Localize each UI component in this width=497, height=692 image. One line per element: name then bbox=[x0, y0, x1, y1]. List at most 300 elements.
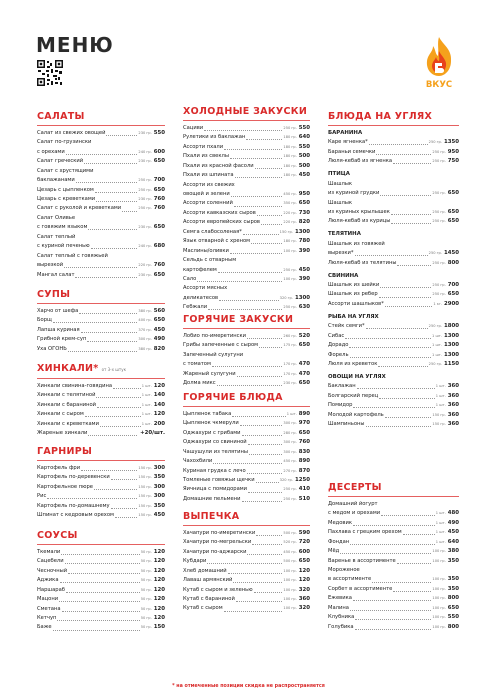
menu-item-name: Хачапури по-аджарски bbox=[183, 548, 247, 555]
dot-leader bbox=[97, 407, 141, 408]
menu-item-weight: 250 гр. bbox=[283, 487, 297, 492]
menu-item bbox=[183, 294, 310, 303]
menu-item-weight: 100 гр. bbox=[432, 605, 446, 610]
menu-item bbox=[183, 538, 310, 547]
menu-item-weight: 1 шт. bbox=[141, 421, 152, 426]
menu-item-name: Грибной крем-суп bbox=[37, 336, 87, 343]
dot-leader bbox=[366, 426, 432, 427]
dot-leader bbox=[111, 508, 138, 509]
menu-item bbox=[328, 401, 459, 410]
menu-item-price: 650 bbox=[447, 291, 459, 298]
menu-item-price: 350 bbox=[447, 585, 459, 592]
menu-item bbox=[183, 332, 310, 341]
menu-item-price: 360 bbox=[447, 392, 459, 399]
menu-item-name: с орехами bbox=[37, 148, 65, 155]
dot-leader bbox=[230, 253, 283, 254]
menu-item-name: Салат из свежих овощей bbox=[37, 129, 106, 136]
dot-leader bbox=[100, 426, 141, 427]
dot-leader bbox=[385, 417, 432, 418]
menu-item-name: Чашушули из телятины bbox=[183, 448, 249, 455]
menu-section bbox=[183, 106, 310, 313]
menu-item bbox=[37, 586, 165, 595]
menu-item-weight: 100 гр. bbox=[432, 549, 446, 554]
menu-item-name: Кетчуп bbox=[37, 615, 57, 622]
menu-item-price: 450 bbox=[298, 266, 310, 273]
dot-leader bbox=[224, 149, 282, 150]
menu-item-weight: 100 гр. bbox=[283, 276, 297, 281]
menu-item-name: в ассортименте bbox=[328, 576, 372, 583]
section-title bbox=[37, 363, 165, 376]
dot-leader bbox=[228, 573, 283, 574]
menu-item bbox=[183, 152, 310, 161]
dot-leader bbox=[213, 463, 282, 464]
menu-item-price: 820 bbox=[153, 345, 165, 352]
menu-item bbox=[37, 420, 165, 429]
menu-section bbox=[183, 511, 310, 614]
dot-leader bbox=[355, 629, 432, 630]
dot-leader bbox=[385, 306, 433, 307]
menu-item-price: 410 bbox=[298, 486, 310, 493]
menu-item-name: Голубика bbox=[328, 623, 354, 630]
menu-item-weight: 100 гр. bbox=[283, 578, 297, 583]
brand-logo-icon bbox=[421, 35, 457, 91]
menu-item-name: Дорадо bbox=[328, 342, 349, 349]
menu-section bbox=[37, 363, 165, 439]
menu-item-name: Шашлык bbox=[328, 180, 353, 187]
menu-item-price: 470 bbox=[298, 370, 310, 377]
menu-item-name: Хачапури по-имеретински bbox=[183, 529, 256, 536]
menu-item-price: 890 bbox=[298, 410, 310, 417]
menu-item bbox=[183, 218, 310, 227]
menu-item-name: Люля-кебаб из ягненка bbox=[328, 158, 393, 165]
dot-leader bbox=[61, 554, 139, 555]
menu-item-weight: 450 гр. bbox=[283, 459, 297, 464]
menu-item-name: вырезки* bbox=[328, 250, 354, 257]
dot-leader bbox=[96, 397, 140, 398]
dot-leader bbox=[345, 338, 431, 339]
dot-leader bbox=[369, 144, 428, 145]
dot-leader bbox=[53, 630, 140, 631]
menu-item-name: Пхали из красной фасоли bbox=[183, 162, 254, 169]
menu-item-price: 1300 bbox=[443, 342, 459, 349]
menu-item-name: Фондан bbox=[328, 538, 350, 545]
menu-item bbox=[183, 228, 310, 237]
menu-item-name: Салат греческий bbox=[37, 158, 84, 165]
menu-item bbox=[328, 411, 459, 420]
menu-item-weight: 250 гр. bbox=[283, 496, 297, 501]
menu-item-weight: 150 гр. bbox=[138, 465, 152, 470]
section-title bbox=[183, 392, 310, 404]
menu-item-weight: 50 гр. bbox=[140, 625, 152, 630]
menu-item bbox=[37, 335, 165, 344]
menu-item-price: 520 bbox=[298, 332, 310, 339]
menu-item bbox=[328, 547, 459, 556]
dot-leader bbox=[397, 265, 431, 266]
menu-item bbox=[183, 266, 310, 275]
menu-item-name: Хинкали с бараниной bbox=[37, 401, 97, 408]
menu-item-weight: 100 гр. bbox=[283, 248, 297, 253]
menu-section bbox=[37, 289, 165, 354]
menu-item-name: с медом и орехами bbox=[328, 510, 381, 517]
menu-item bbox=[328, 420, 459, 429]
dot-leader bbox=[366, 328, 428, 329]
menu-item bbox=[328, 341, 459, 350]
menu-item-price: 350 bbox=[153, 502, 165, 509]
menu-item bbox=[183, 476, 310, 485]
menu-item bbox=[37, 473, 165, 482]
menu-item bbox=[328, 576, 459, 585]
menu-item-name: Картофельное пюре bbox=[37, 483, 93, 490]
menu-item-weight: 100 гр. bbox=[432, 577, 446, 582]
menu-item bbox=[328, 351, 459, 360]
menu-item-name: Молодой картофель bbox=[328, 411, 384, 418]
menu-item-price: 450 bbox=[153, 326, 165, 333]
subsection-title: БАРАНИНА bbox=[328, 130, 363, 136]
menu-item bbox=[183, 529, 310, 538]
menu-item-weight: 175 гр. bbox=[283, 343, 297, 348]
menu-item bbox=[37, 148, 165, 157]
menu-item-name: Оджахури со свининой bbox=[183, 439, 247, 446]
menu-item-price: 120 bbox=[153, 596, 165, 603]
menu-item bbox=[37, 511, 165, 520]
menu-item-weight: 180 гр. bbox=[283, 163, 297, 168]
dot-leader bbox=[68, 351, 138, 352]
menu-item-price: 360 bbox=[447, 421, 459, 428]
menu-item-weight: 1 шт. bbox=[435, 520, 446, 525]
menu-item-weight: 150 гр. bbox=[138, 513, 152, 518]
menu-item-name: Шашлык из говяжей bbox=[328, 240, 385, 247]
menu-item-name: Салат теплый bbox=[37, 233, 76, 240]
menu-item-price: 650 bbox=[447, 218, 459, 225]
menu-item bbox=[328, 157, 459, 166]
menu-item-price: 450 bbox=[447, 529, 459, 536]
menu-item-weight: 150 гр. bbox=[138, 503, 152, 508]
section-title-text: ГОРЯЧИЕ ЗАКУСКИ bbox=[183, 314, 294, 325]
menu-item bbox=[183, 133, 310, 142]
menu-item bbox=[183, 410, 310, 419]
menu-item-weight: 250 гр. bbox=[138, 187, 152, 192]
menu-item-price: 1250 bbox=[294, 477, 310, 484]
menu-item bbox=[328, 180, 459, 189]
menu-item-name: Пхали из свеклы bbox=[183, 153, 229, 160]
menu-item-price: 780 bbox=[298, 238, 310, 245]
menu-item-name: Жареный сулугуни bbox=[183, 370, 236, 377]
menu-item bbox=[37, 382, 165, 391]
menu-item-price: 1350 bbox=[443, 139, 459, 146]
menu-item bbox=[183, 548, 310, 557]
menu-item bbox=[328, 240, 459, 249]
dot-leader bbox=[122, 211, 137, 212]
dot-leader bbox=[349, 347, 431, 348]
menu-item bbox=[37, 576, 165, 585]
dot-leader bbox=[84, 163, 137, 164]
dot-leader bbox=[259, 347, 282, 348]
menu-item-weight: 50 гр. bbox=[140, 549, 152, 554]
menu-item-weight: 250 гр. bbox=[283, 125, 297, 130]
menu-item-name: Люля-кебаб из телятины bbox=[328, 259, 397, 266]
dot-leader bbox=[91, 248, 138, 249]
menu-item-price: 950 bbox=[447, 148, 459, 155]
menu-item bbox=[328, 566, 459, 575]
menu-item-price: 390 bbox=[298, 247, 310, 254]
dot-leader bbox=[249, 454, 282, 455]
qr-code-icon[interactable] bbox=[37, 60, 63, 86]
dot-leader bbox=[224, 611, 283, 612]
menu-item-price: 1300 bbox=[294, 228, 310, 235]
menu-item-price: 970 bbox=[298, 420, 310, 427]
menu-item bbox=[183, 284, 310, 293]
menu-item bbox=[328, 322, 459, 331]
menu-item-weight: 250 гр. bbox=[428, 362, 442, 367]
menu-item-weight: 100 гр. bbox=[432, 596, 446, 601]
menu-item-weight: 100 гр. bbox=[283, 568, 297, 573]
section-title-text: СУПЫ bbox=[37, 289, 71, 300]
dot-leader bbox=[62, 611, 140, 612]
menu-item-weight: 260 гр. bbox=[283, 333, 297, 338]
menu-item bbox=[183, 209, 310, 218]
dot-leader bbox=[64, 267, 137, 268]
menu-item bbox=[37, 624, 165, 633]
menu-item-price: 550 bbox=[447, 614, 459, 621]
menu-item-weight: 180 гр. bbox=[283, 173, 297, 178]
menu-item-name: Лаваш армянский bbox=[183, 577, 233, 584]
menu-item-weight: 250 гр. bbox=[432, 149, 446, 154]
menu-item bbox=[37, 548, 165, 557]
menu-item-name: Яичница с помидорами bbox=[183, 486, 248, 493]
dot-leader bbox=[376, 154, 431, 155]
section-divider bbox=[37, 125, 165, 126]
menu-item bbox=[37, 261, 165, 270]
menu-item-weight: 100 гр. bbox=[283, 597, 297, 602]
menu-item-weight: 1 шт. bbox=[435, 393, 446, 398]
menu-item bbox=[328, 189, 459, 198]
menu-item bbox=[183, 247, 310, 256]
menu-item bbox=[328, 291, 459, 300]
menu-item bbox=[183, 181, 310, 190]
menu-section bbox=[183, 314, 310, 389]
menu-item bbox=[183, 605, 310, 614]
menu-item bbox=[183, 143, 310, 152]
menu-item bbox=[183, 586, 310, 595]
menu-item-price: 650 bbox=[153, 158, 165, 165]
dot-leader bbox=[230, 158, 282, 159]
dot-leader bbox=[355, 255, 428, 256]
menu-item-price: 890 bbox=[298, 458, 310, 465]
menu-item bbox=[183, 303, 310, 312]
menu-item-name: Чесночный bbox=[37, 567, 68, 574]
menu-item bbox=[37, 567, 165, 576]
section-title-text: ГАРНИРЫ bbox=[37, 446, 93, 457]
menu-item-name: Грибы запеченные с сыром bbox=[183, 342, 259, 349]
menu-item-name: Хлеб домашний bbox=[183, 567, 227, 574]
section-divider bbox=[183, 525, 310, 526]
menu-item-price: 320 bbox=[298, 605, 310, 612]
menu-item-name: Язык отварной с хреном bbox=[183, 238, 251, 245]
section-title-text: ВЫПЕЧКА bbox=[183, 511, 240, 522]
dot-leader bbox=[391, 223, 431, 224]
menu-item-name: Цезарь с креветками bbox=[37, 196, 96, 203]
menu-item-weight: 1 шт. bbox=[141, 412, 152, 417]
menu-item-name: из куриной грудки bbox=[328, 190, 380, 197]
menu-item-price: 700 bbox=[153, 177, 165, 184]
menu-item-name: Форель bbox=[328, 351, 349, 358]
menu-item bbox=[37, 557, 165, 566]
menu-item-name: Сорбет в ассортименте bbox=[328, 585, 393, 592]
menu-item-price: 680 bbox=[153, 243, 165, 250]
menu-item-weight: 100 гр. bbox=[283, 606, 297, 611]
menu-item-weight: 1 шт. bbox=[435, 384, 446, 389]
menu-item bbox=[183, 370, 310, 379]
menu-item bbox=[328, 199, 459, 208]
menu-item-price: 630 bbox=[298, 304, 310, 311]
section-divider bbox=[37, 303, 165, 304]
menu-item bbox=[183, 448, 310, 457]
menu-item-name: Шашлык из шейки bbox=[328, 282, 380, 289]
menu-item bbox=[183, 576, 310, 585]
menu-item-price: 650 bbox=[298, 558, 310, 565]
menu-item bbox=[37, 167, 165, 176]
section-divider bbox=[183, 328, 310, 329]
dot-leader bbox=[353, 600, 432, 601]
menu-item bbox=[328, 259, 459, 268]
menu-item-price: 550 bbox=[298, 143, 310, 150]
menu-item-weight: 230 гр. bbox=[138, 159, 152, 164]
dot-leader bbox=[66, 592, 140, 593]
menu-item-price: 350 bbox=[447, 557, 459, 564]
dot-leader bbox=[378, 366, 427, 367]
menu-item-price: 760 bbox=[298, 439, 310, 446]
dot-leader bbox=[372, 582, 431, 583]
menu-item-price: 200 bbox=[153, 420, 165, 427]
section-title bbox=[328, 482, 459, 494]
menu-item-name: Уха ОГОНЬ bbox=[37, 345, 67, 352]
menu-item bbox=[183, 457, 310, 466]
menu-item-weight: 1 шт. bbox=[141, 393, 152, 398]
menu-item bbox=[37, 307, 165, 316]
menu-item-name: Картофель по-домашнему bbox=[37, 502, 110, 509]
dot-leader bbox=[60, 582, 140, 583]
menu-item-name: Хинкали свинина-говядина bbox=[37, 382, 113, 389]
dot-leader bbox=[208, 309, 282, 310]
menu-item-weight: 240 гр. bbox=[138, 244, 152, 249]
menu-item-price: 1300 bbox=[443, 351, 459, 358]
menu-item-weight: 250 гр. bbox=[283, 305, 297, 310]
dot-leader bbox=[391, 214, 432, 215]
menu-item-name: Пхали из шпината bbox=[183, 172, 234, 179]
dot-leader bbox=[233, 582, 282, 583]
menu-item bbox=[328, 594, 459, 603]
menu-item bbox=[37, 595, 165, 604]
menu-item-name: Медовик bbox=[328, 519, 352, 526]
menu-item bbox=[183, 351, 310, 360]
menu-item-price: 650 bbox=[298, 429, 310, 436]
menu-item-name: Сало bbox=[183, 275, 197, 282]
menu-section bbox=[37, 530, 165, 633]
menu-item bbox=[37, 176, 165, 185]
menu-item bbox=[183, 171, 310, 180]
menu-item-name: картофелем bbox=[183, 266, 217, 273]
menu-item-name: Картофель по-деревенски bbox=[37, 474, 110, 481]
menu-item-name: Цезарь с цыпленком bbox=[37, 186, 94, 193]
dot-leader bbox=[65, 563, 140, 564]
menu-item-weight: 180 гр. bbox=[283, 154, 297, 159]
menu-item-name: Оджахури с грибами bbox=[183, 429, 241, 436]
menu-item-price: 120 bbox=[153, 382, 165, 389]
menu-item bbox=[37, 157, 165, 166]
menu-item-name: Рис bbox=[37, 493, 47, 500]
dot-leader bbox=[115, 517, 137, 518]
menu-item bbox=[328, 557, 459, 566]
menu-item bbox=[183, 567, 310, 576]
dot-leader bbox=[96, 201, 137, 202]
menu-item-price: 550 bbox=[153, 129, 165, 136]
menu-item bbox=[37, 326, 165, 335]
menu-item-name: Куриная грудка с лечо bbox=[183, 467, 246, 474]
menu-item-price: 650 bbox=[298, 200, 310, 207]
dot-leader bbox=[53, 322, 137, 323]
section-title-text: ХОЛОДНЫЕ ЗАКУСКИ bbox=[183, 106, 308, 117]
menu-item-weight: 150 гр. bbox=[279, 229, 293, 234]
menu-item-name: Чахохбили bbox=[183, 458, 213, 465]
menu-item-price: 760 bbox=[153, 205, 165, 212]
menu-item-name: деликатесов bbox=[183, 294, 219, 301]
menu-item-weight: 300 гр. bbox=[138, 337, 152, 342]
menu-item-weight: 250 гр. bbox=[428, 251, 442, 256]
section-divider bbox=[328, 496, 459, 497]
menu-item-name: Пахлава с грецким орехом bbox=[328, 529, 402, 536]
section-title-text: ХИНКАЛИ* bbox=[37, 363, 99, 374]
menu-item-weight: 50 гр. bbox=[140, 587, 152, 592]
section-title-text: СОУСЫ bbox=[37, 530, 78, 541]
dot-leader bbox=[219, 300, 279, 301]
menu-item-name: Аджика bbox=[37, 577, 59, 584]
menu-item-name: Харчо от шефа bbox=[37, 307, 79, 314]
menu-item-price: 590 bbox=[298, 529, 310, 536]
dot-leader bbox=[350, 610, 431, 611]
menu-item-price: 150 bbox=[153, 624, 165, 631]
menu-section bbox=[183, 392, 310, 504]
menu-item-name: Маслины/оливки bbox=[183, 247, 229, 254]
dot-leader bbox=[251, 243, 282, 244]
dot-leader bbox=[340, 553, 431, 554]
menu-item bbox=[37, 129, 165, 138]
menu-item-price: 700 bbox=[447, 282, 459, 289]
menu-item-weight: 230 гр. bbox=[138, 130, 152, 135]
menu-item-weight: 170 гр. bbox=[283, 371, 297, 376]
dot-leader bbox=[236, 601, 283, 602]
menu-item-name: баклажанами bbox=[37, 177, 75, 184]
menu-item-name: Салат с хрустящими bbox=[37, 167, 94, 174]
menu-item-price: 300 bbox=[153, 493, 165, 500]
dot-leader bbox=[248, 444, 283, 445]
menu-item-weight: 180 гр. bbox=[283, 144, 297, 149]
menu-item-name: Сметана bbox=[37, 605, 61, 612]
menu-item-weight: 150 гр. bbox=[432, 422, 446, 427]
menu-item-weight: 320 гр. bbox=[279, 295, 293, 300]
menu-item-name: Шпинат с кедровым орехом bbox=[37, 512, 114, 519]
menu-item-name: Шашлык bbox=[328, 199, 353, 206]
subsection-title: ТЕЛЯТИНА bbox=[328, 231, 361, 238]
menu-item-weight: 500 гр. bbox=[283, 559, 297, 564]
section-title-text: ГОРЯЧИЕ БЛЮДА bbox=[183, 392, 283, 403]
section-title bbox=[183, 314, 310, 326]
dot-leader bbox=[397, 563, 432, 564]
menu-item-weight: 500 гр. bbox=[283, 530, 297, 535]
menu-item-name: Семга слабосоленая* bbox=[183, 228, 242, 235]
menu-item-weight: 300 гр. bbox=[283, 440, 297, 445]
menu-item-weight: 1 кг. bbox=[433, 301, 442, 306]
menu-item-price: 640 bbox=[447, 538, 459, 545]
